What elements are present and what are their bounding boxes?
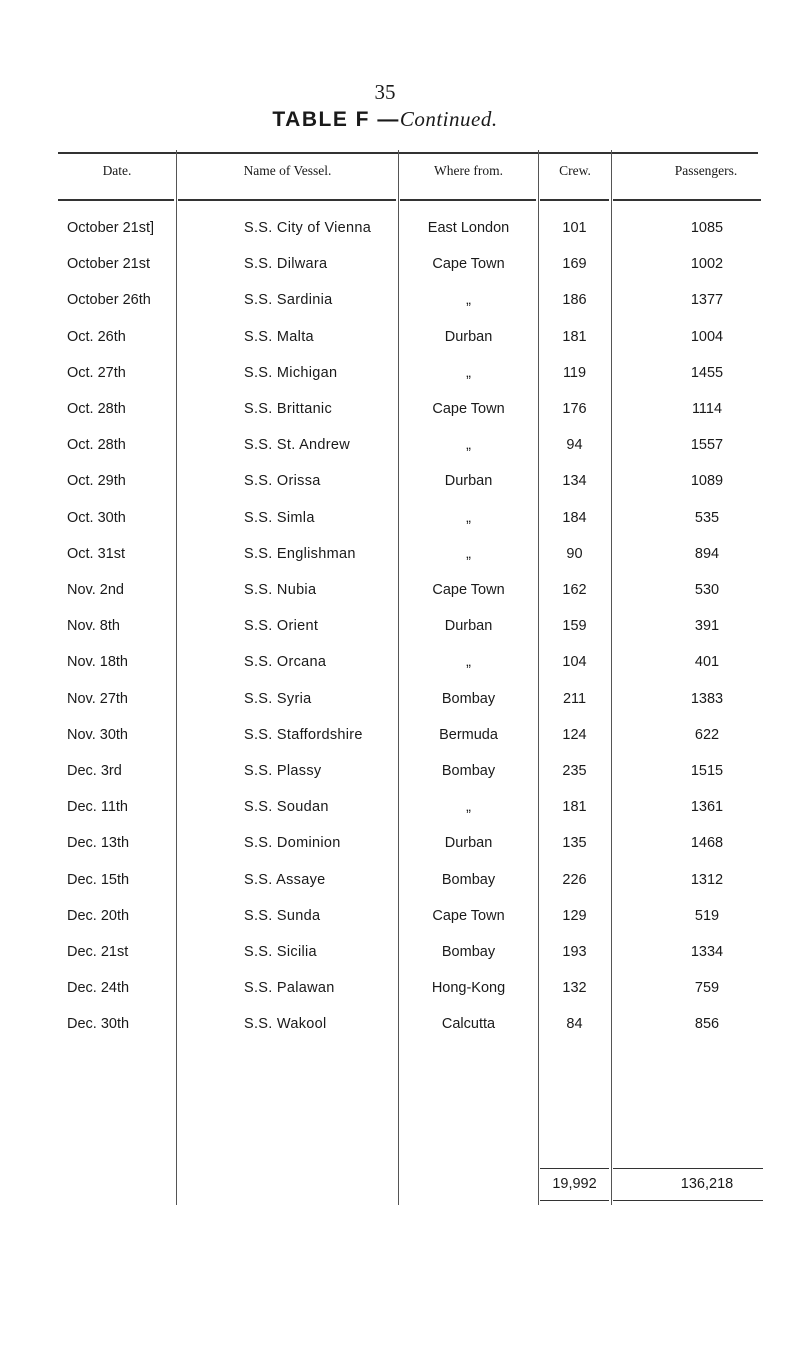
cell-vessel-name: S.S. City of Vienna xyxy=(244,220,372,236)
total-crew: 19,992 xyxy=(552,1176,597,1192)
cell-vessel-name: S.S. Simla xyxy=(244,509,315,526)
total-passengers: 136,218 xyxy=(680,1176,734,1192)
table-row xyxy=(0,500,800,536)
cell-crew: 94 xyxy=(566,437,583,454)
cell-date: Dec. 11th xyxy=(67,799,128,816)
cell-where-from: Cape Town xyxy=(432,907,505,924)
header-rule xyxy=(400,199,536,201)
table-row xyxy=(0,210,800,246)
cell-passengers: 1114 xyxy=(691,401,723,417)
cell-vessel-name: S.S. Sunda xyxy=(244,907,321,924)
cell-vessel-name: S.S. Dilwara xyxy=(244,256,328,273)
cell-crew: 176 xyxy=(562,401,587,417)
header-crew: Crew. xyxy=(559,163,591,178)
cell-date: Oct. 26th xyxy=(67,328,126,345)
cell-date: Dec. 24th xyxy=(67,980,130,997)
cell-where-from: „ xyxy=(466,654,471,671)
table-row xyxy=(0,789,800,825)
cell-crew: 226 xyxy=(562,871,587,888)
table-row xyxy=(0,427,800,463)
cell-vessel-name: S.S. Nubia xyxy=(244,582,317,598)
cell-passengers: 1002 xyxy=(690,256,724,273)
cell-where-from: East London xyxy=(427,220,510,236)
cell-where-from: Cape Town xyxy=(432,582,505,598)
cell-crew: 211 xyxy=(562,690,587,707)
table-row xyxy=(0,970,800,1006)
cell-date: Nov. 30th xyxy=(67,726,128,743)
cell-passengers: 519 xyxy=(694,907,720,924)
cell-where-from: Durban xyxy=(444,618,493,635)
cell-where-from: Durban xyxy=(444,473,493,490)
table-row xyxy=(0,681,800,717)
header-vessel: Name of Vessel. xyxy=(243,163,332,178)
cell-crew: 169 xyxy=(562,256,587,273)
table-row xyxy=(0,825,800,861)
cell-passengers: 1515 xyxy=(690,763,724,779)
cell-vessel-name: S.S. Sardinia xyxy=(244,292,333,309)
table-row xyxy=(0,753,800,789)
cell-crew: 119 xyxy=(562,364,587,381)
header-rule xyxy=(178,199,396,201)
cell-where-from: Bombay xyxy=(441,763,496,779)
cell-crew: 129 xyxy=(562,907,587,924)
cell-crew: 134 xyxy=(562,473,587,490)
cell-passengers: 856 xyxy=(694,1016,720,1033)
cell-date: Oct. 28th xyxy=(67,401,126,417)
cell-crew: 193 xyxy=(562,944,587,960)
header-where-from: Where from. xyxy=(434,163,503,178)
cell-crew: 84 xyxy=(566,1016,583,1033)
cell-date: Dec. 3rd xyxy=(67,763,122,779)
header-rule xyxy=(613,199,761,201)
cell-date: Oct. 29th xyxy=(67,473,126,490)
table-row xyxy=(0,282,800,318)
table-title-main: TABLE F xyxy=(272,108,370,131)
cell-date: Oct. 28th xyxy=(67,437,126,454)
table-row xyxy=(0,463,800,499)
cell-vessel-name: S.S. Orissa xyxy=(244,473,321,490)
cell-date: Oct. 27th xyxy=(67,364,126,381)
cell-date: Dec. 15th xyxy=(67,871,130,888)
table-row xyxy=(0,572,800,608)
cell-passengers: 894 xyxy=(694,545,720,562)
cell-passengers: 1557 xyxy=(690,437,724,454)
cell-passengers: 1361 xyxy=(690,799,724,816)
table-row xyxy=(0,319,800,355)
page-number: 35 xyxy=(374,80,396,104)
cell-crew: 184 xyxy=(562,509,587,526)
cell-passengers: 530 xyxy=(694,582,720,598)
cell-where-from: Cape Town xyxy=(432,256,505,273)
cell-crew: 90 xyxy=(566,545,583,562)
table-row xyxy=(0,1006,800,1042)
cell-passengers: 1383 xyxy=(690,690,724,707)
cell-vessel-name: S.S. Sicilia xyxy=(244,944,317,960)
table-row xyxy=(0,934,800,970)
cell-where-from: „ xyxy=(466,799,471,816)
cell-date: Dec. 21st xyxy=(67,944,129,960)
cell-passengers: 1312 xyxy=(690,871,724,888)
table-row xyxy=(0,644,800,680)
cell-where-from: Durban xyxy=(444,835,493,852)
cell-where-from: „ xyxy=(466,437,471,454)
total-rule-top xyxy=(540,1168,609,1169)
cell-passengers: 759 xyxy=(694,980,720,997)
cell-crew: 124 xyxy=(562,726,587,743)
cell-vessel-name: S.S. Staffordshire xyxy=(244,726,363,743)
total-rule-top xyxy=(613,1168,763,1169)
cell-crew: 181 xyxy=(562,328,587,345)
table-row xyxy=(0,536,800,572)
cell-vessel-name: S.S. Syria xyxy=(244,690,312,707)
table-top-rule xyxy=(58,152,758,154)
cell-crew: 235 xyxy=(562,763,587,779)
cell-where-from: Bombay xyxy=(441,944,496,960)
cell-where-from: Cape Town xyxy=(432,401,505,417)
cell-where-from: „ xyxy=(466,292,471,309)
table-row xyxy=(0,717,800,753)
cell-passengers: 1455 xyxy=(690,364,724,381)
cell-where-from: Durban xyxy=(444,328,493,345)
cell-vessel-name: S.S. Soudan xyxy=(244,799,329,816)
cell-date: October 21st] xyxy=(67,220,155,236)
cell-crew: 162 xyxy=(562,582,587,598)
header-passengers: Passengers. xyxy=(674,163,738,178)
cell-vessel-name: S.S. Plassy xyxy=(244,763,322,779)
cell-vessel-name: S.S. Orcana xyxy=(244,654,327,671)
cell-date: Nov. 27th xyxy=(67,690,128,707)
cell-passengers: 1004 xyxy=(690,328,724,345)
cell-date: Nov. 18th xyxy=(67,654,128,671)
cell-crew: 132 xyxy=(562,980,587,997)
table-row xyxy=(0,246,800,282)
cell-vessel-name: S.S. St. Andrew xyxy=(244,437,351,454)
cell-crew: 159 xyxy=(562,618,587,635)
cell-where-from: Bombay xyxy=(441,690,496,707)
cell-vessel-name: S.S. Wakool xyxy=(244,1016,327,1033)
cell-where-from: Bermuda xyxy=(439,726,498,743)
cell-crew: 135 xyxy=(562,835,587,852)
header-rule xyxy=(540,199,609,201)
header-rule xyxy=(58,199,174,201)
cell-vessel-name: S.S. Palawan xyxy=(244,980,335,997)
cell-where-from: Hong-Kong xyxy=(431,980,506,997)
cell-vessel-name: S.S. Malta xyxy=(244,328,314,345)
table-title-dash: — xyxy=(377,108,400,131)
cell-where-from: Bombay xyxy=(441,871,496,888)
table-row xyxy=(0,898,800,934)
cell-passengers: 1089 xyxy=(690,473,724,490)
table-row xyxy=(0,862,800,898)
cell-vessel-name: S.S. Michigan xyxy=(244,364,338,381)
cell-date: Oct. 30th xyxy=(67,509,126,526)
cell-crew: 186 xyxy=(562,292,587,309)
cell-date: Dec. 30th xyxy=(67,1016,130,1033)
cell-where-from: „ xyxy=(466,545,471,562)
cell-vessel-name: S.S. Dominion xyxy=(244,835,341,852)
cell-passengers: 1334 xyxy=(690,944,724,960)
cell-passengers: 1377 xyxy=(690,292,724,309)
cell-passengers: 1085 xyxy=(690,220,724,236)
cell-vessel-name: S.S. Brittanic xyxy=(244,401,333,417)
cell-date: Nov. 8th xyxy=(67,618,120,635)
cell-passengers: 535 xyxy=(694,509,720,526)
table-row xyxy=(0,391,800,427)
cell-crew: 181 xyxy=(562,799,587,816)
header-date: Date. xyxy=(102,163,132,178)
table-title xyxy=(0,107,770,132)
cell-vessel-name: S.S. Assaye xyxy=(244,871,326,888)
cell-where-from: „ xyxy=(466,509,471,526)
table-row xyxy=(0,355,800,391)
cell-vessel-name: S.S. Orient xyxy=(244,618,319,635)
cell-where-from: Calcutta xyxy=(441,1016,496,1033)
cell-where-from: „ xyxy=(466,364,471,381)
total-rule-bottom xyxy=(613,1200,763,1201)
cell-passengers: 401 xyxy=(694,654,720,671)
table-row xyxy=(0,608,800,644)
cell-crew: 101 xyxy=(562,220,587,236)
cell-date: October 21st xyxy=(67,256,151,273)
cell-date: Dec. 20th xyxy=(67,907,130,924)
cell-date: Nov. 2nd xyxy=(67,582,124,598)
cell-passengers: 391 xyxy=(694,618,720,635)
cell-crew: 104 xyxy=(562,654,587,671)
total-rule-bottom xyxy=(540,1200,609,1201)
cell-date: October 26th xyxy=(67,292,151,309)
table-title-continued: Continued. xyxy=(399,107,498,131)
cell-vessel-name: S.S. Englishman xyxy=(244,545,356,562)
cell-passengers: 1468 xyxy=(690,835,724,852)
cell-date: Dec. 13th xyxy=(67,835,130,852)
cell-passengers: 622 xyxy=(694,726,720,743)
cell-date: Oct. 31st xyxy=(67,545,126,562)
